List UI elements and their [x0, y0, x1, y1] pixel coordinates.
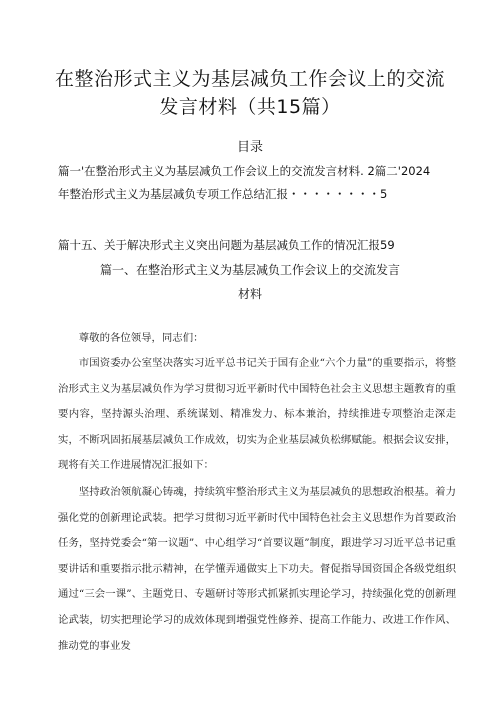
toc-entry-1[interactable]: 篇一'在整治形式主义为基层减负工作会议上的交流发言材料. 2篇二'2024 — [58, 164, 431, 178]
section-title-line2: 材料 — [237, 287, 262, 301]
section-title-line1: 篇一、在整治形式主义为基层减负工作会议上的交流发言 — [99, 263, 400, 277]
paragraph-2: 坚持政治领航凝心铸魂，持续筑牢整治形式主义为基层减负的思想政治根基。着力强化党的创新理论武装。把学习贯彻习近平新时代中国特色社会主义思想作为首要政治任务，坚持党委会“第一议题”、中心组学习“首要议题”制度，跟进学习习近平总书记重要讲话和重要指示批示精神，在学懂弄通做实上下功夫。督促指导国资国企各级党组织通过“三会一课”、主题党日、专题研讨等形式抓紧抓实理论学习，持续强化党的创新理论武装，切实把理论学习的成效体现到增强党性修养、提高工作能力、改进工作作风、推动党的事业发 — [58, 486, 456, 652]
paragraph-1: 市国资委办公室坚决落实习近平总书记关于国有企业“六个力量”的重要指示，将整治形式主义为基层减负作为学习贯彻习近平新时代中国特色社会主义思想主题教育的重要内容，坚持源头治理、系统谋划、精准发力、标本兼治，持续推进专项整治走深走实，不断巩固拓展基层减负工作成效，切实为企业基层减负松绑赋能。根据会议安排，现将有关工作进展情况汇报如下： — [58, 357, 456, 472]
toc-heading: 目录 — [236, 140, 263, 155]
document-title-line2: 发言材料（共15篇） — [159, 96, 341, 118]
salutation: 尊敬的各位领导，同志们： — [78, 332, 204, 344]
toc-entry-15[interactable]: 篇十五、关于解决形式主义突出问题为基层减负工作的情况汇报59 — [58, 238, 395, 252]
document-title-line1: 在整治形式主义为基层减负工作会议上的交流 — [54, 68, 445, 90]
toc-entry-2[interactable]: 年整治形式主义为基层减负专项工作总结汇报・・・・・・・・5 — [58, 187, 388, 201]
